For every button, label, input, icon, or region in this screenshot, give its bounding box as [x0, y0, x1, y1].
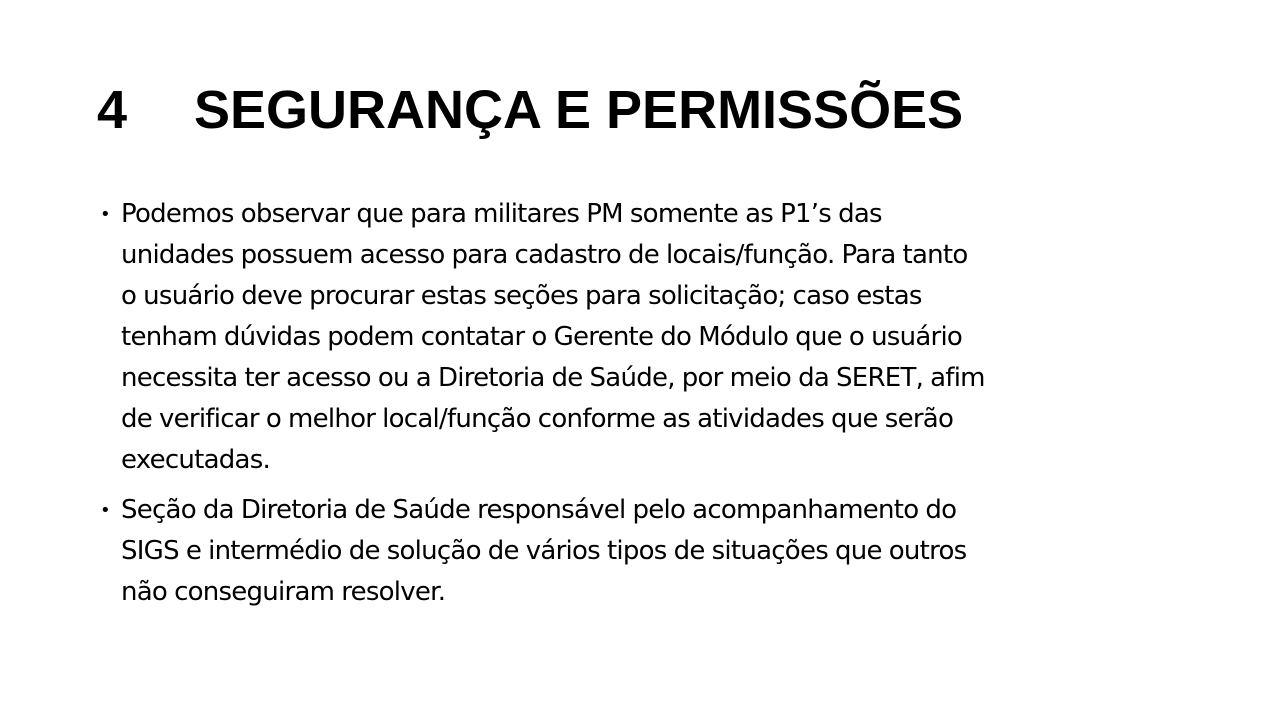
bullet-item-access-permissions — [98, 194, 1188, 481]
bullet-line: tenham dúvidas podem contatar o Gerente do Módulo que o usuário — [121, 322, 963, 352]
bullet-text — [121, 194, 1188, 481]
bullet-line: necessita ter acesso ou a Diretoria de Saúde, por meio da SERET, afim — [121, 363, 985, 393]
bullet-line: Podemos observar que para militares PM somente as P1’s das — [121, 199, 882, 229]
bullet-line: unidades possuem acesso para cadastro de locais/função. Para tanto — [121, 240, 968, 270]
bullet-icon: • — [100, 500, 110, 521]
title-number: 4 — [97, 80, 128, 140]
bullet-item-health-section — [98, 490, 1188, 613]
bullet-line: Seção da Diretoria de Saúde responsável pelo acompanhamento do — [121, 495, 957, 525]
bullet-list — [98, 194, 1188, 622]
slide-title — [97, 70, 1197, 150]
bullet-text — [121, 490, 1188, 613]
bullet-line: executadas. — [121, 445, 271, 475]
bullet-line: SIGS e intermédio de solução de vários tipos de situações que outros — [121, 536, 967, 566]
bullet-line: o usuário deve procurar estas seções para solicitação; caso estas — [121, 281, 922, 311]
title-text: SEGURANÇA E PERMISSÕES — [194, 80, 964, 140]
bullet-line: de verificar o melhor local/função conforme as atividades que serão — [121, 404, 954, 434]
bullet-icon: • — [100, 204, 110, 225]
bullet-line: não conseguiram resolver. — [121, 577, 446, 607]
